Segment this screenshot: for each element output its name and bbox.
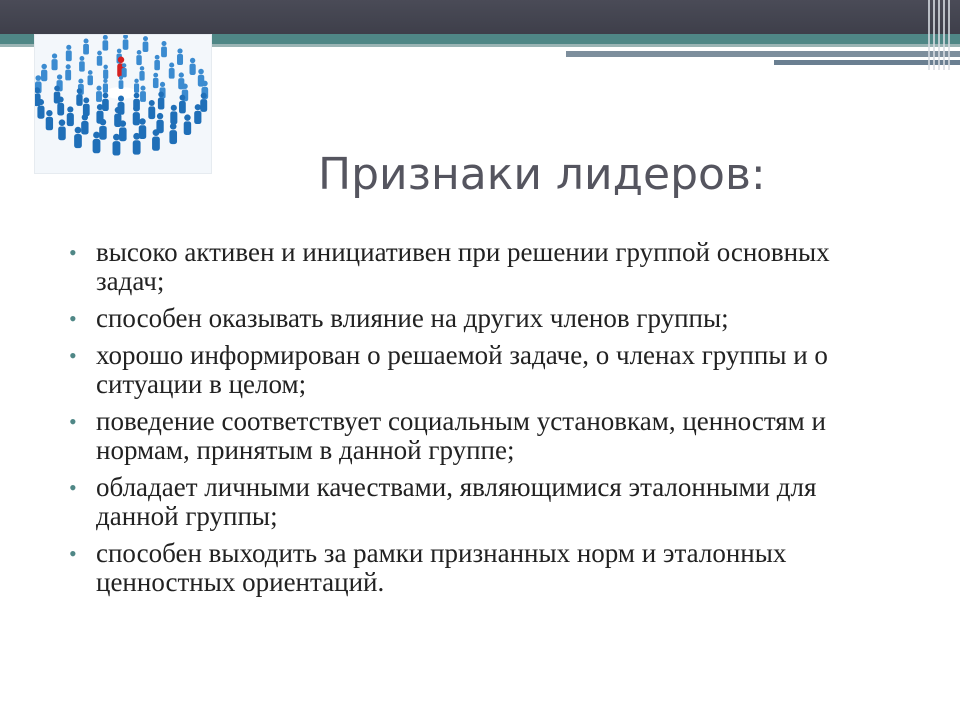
- crowd-figure: [134, 79, 139, 93]
- crowd-figure: [88, 70, 93, 85]
- bullet-text: способен оказывать влияние на других членов группы;: [96, 303, 729, 333]
- leader-crowd-image: [34, 34, 212, 174]
- crowd-figure: [51, 53, 57, 70]
- crowd-figure: [93, 132, 101, 154]
- crowd-figure: [143, 36, 149, 52]
- crowd-figure: [170, 105, 177, 125]
- list-item: [66, 407, 896, 465]
- crowd-figure: [37, 99, 44, 119]
- decorative-stripes: [928, 0, 952, 70]
- list-item: [66, 238, 896, 296]
- crowd-figure: [99, 119, 107, 140]
- crowd-figure: [133, 133, 141, 155]
- bullet-dot: •: [69, 541, 77, 566]
- bullet-dot: •: [69, 240, 77, 265]
- bullet-dot: •: [69, 306, 77, 331]
- crowd-figure: [154, 55, 160, 70]
- crowd-figure: [57, 97, 64, 116]
- bullet-text: поведение соответствует социальным установкам, ценностям и нормам, принятым в данной группе;: [96, 406, 826, 465]
- crowd-figure: [96, 86, 102, 102]
- slate-accent-bar: [566, 51, 960, 57]
- crowd-figure: [102, 93, 109, 111]
- crowd-figure: [169, 63, 175, 79]
- crowd-figure: [65, 64, 71, 80]
- list-item: [66, 304, 896, 333]
- crowd-figure: [66, 45, 72, 61]
- crowd-figure: [152, 129, 160, 150]
- crowd-figure: [103, 79, 108, 93]
- crowd-figure: [139, 66, 144, 81]
- crowd-figure: [190, 58, 196, 75]
- bullet-dot: •: [69, 343, 77, 368]
- crowd-figure: [158, 92, 164, 110]
- crowd-figure: [79, 56, 85, 72]
- bullet-text: хорошо информирован о решаемой задаче, о членах группы и о ситуации в целом;: [96, 340, 828, 399]
- crowd-figure: [41, 64, 47, 82]
- crowd-figure: [122, 63, 127, 77]
- bullet-text: способен выходить за рамки признанных норм и эталонных ценностных ориентаций.: [96, 538, 787, 597]
- crowd-figure: [161, 41, 167, 57]
- bullet-text: высоко активен и инициативен при решении группой основных задач;: [96, 237, 830, 296]
- bullet-dot: •: [69, 409, 77, 434]
- crowd-figure: [81, 114, 88, 134]
- crowd-figure: [97, 51, 102, 66]
- list-item: [66, 473, 896, 531]
- crowd-figure: [46, 110, 53, 130]
- crowd-figure: [184, 114, 191, 135]
- crowd-figure: [67, 106, 74, 126]
- crowd-figure: [177, 48, 183, 65]
- crowd-figure: [74, 127, 82, 148]
- leader-crowd-icon: [35, 35, 211, 173]
- crowd-figure: [169, 123, 177, 144]
- crowd-figure: [102, 35, 108, 51]
- crowd-figure: [83, 39, 89, 55]
- crowd-figure: [140, 86, 146, 102]
- bullet-list: [66, 238, 896, 605]
- crowd-figure: [119, 76, 124, 89]
- crowd-figure: [200, 93, 207, 112]
- list-item: [66, 341, 896, 399]
- crowd-figure: [133, 105, 140, 125]
- crowd-figure: [194, 104, 201, 124]
- crowd-figure: [58, 119, 66, 140]
- crowd-figure: [113, 134, 121, 156]
- crowd-figure: [148, 100, 155, 119]
- crowd-figure: [123, 35, 129, 50]
- bullet-dot: •: [69, 475, 77, 500]
- bullet-text: обладает личными качествами, являющимися эталонными для данной группы;: [96, 472, 817, 531]
- crowd-figure: [179, 95, 186, 114]
- top-dark-bar: [0, 0, 960, 34]
- list-item: [66, 539, 896, 597]
- slide-title: Признаки лидеров:: [318, 149, 766, 200]
- crowd-figure: [153, 73, 159, 88]
- crowd-figure: [83, 97, 90, 116]
- crowd-figure: [119, 120, 127, 141]
- crowd-figure: [136, 50, 141, 65]
- crowd-figure: [103, 65, 108, 79]
- crowd-figure: [76, 88, 82, 106]
